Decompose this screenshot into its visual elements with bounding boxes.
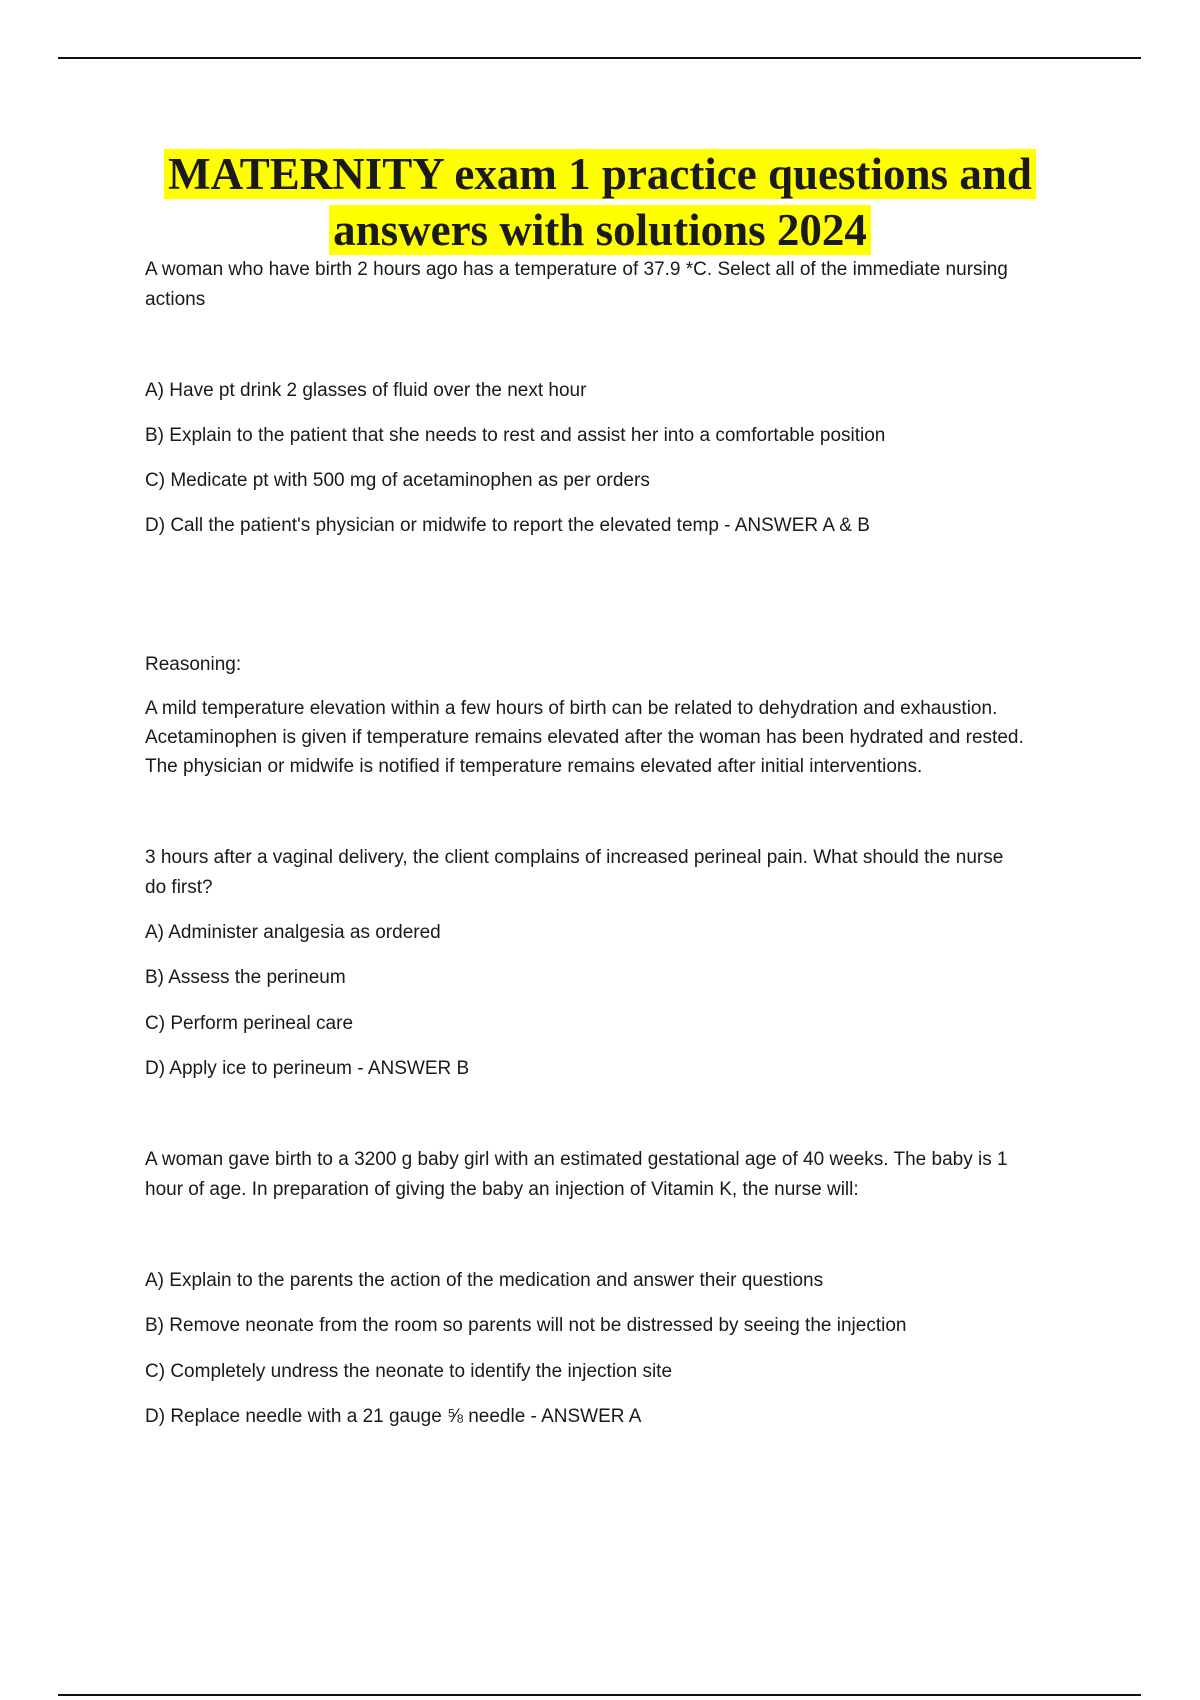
question-2-option-d: D) Apply ice to perineum - ANSWER B: [145, 1058, 470, 1079]
question-1-stem-line-1: A woman who have birth 2 hours ago has a temperature of 37.9 *C. Select all of the immediate nursing: [145, 259, 1008, 280]
bottom-rule: [58, 1694, 1141, 1696]
reasoning-line-3: The physician or midwife is notified if temperature remains elevated after initial interventions.: [145, 756, 923, 777]
question-1-option-d: D) Call the patient's physician or midwife to report the elevated temp - ANSWER A & B: [145, 515, 870, 536]
question-2-stem-line-1: 3 hours after a vaginal delivery, the client complains of increased perineal pain. What should the nurse: [145, 847, 1004, 868]
reasoning-line-1: A mild temperature elevation within a few hours of birth can be related to dehydration and exhaustion.: [145, 698, 998, 719]
question-2-option-c: C) Perform perineal care: [145, 1013, 354, 1034]
question-1-option-a: A) Have pt drink 2 glasses of fluid over the next hour: [145, 380, 587, 401]
question-3-option-a: A) Explain to the parents the action of the medication and answer their questions: [145, 1270, 824, 1291]
question-3-stem-line-1: A woman gave birth to a 3200 g baby girl with an estimated gestational age of 40 weeks. The baby is 1: [145, 1149, 1008, 1170]
question-3-option-d: D) Replace needle with a 21 gauge ⅝ needle - ANSWER A: [145, 1406, 642, 1427]
top-rule: [58, 57, 1141, 59]
reasoning-label: Reasoning:: [145, 654, 242, 675]
reasoning-line-2: Acetaminophen is given if temperature remains elevated after the woman has been hydrated and rested.: [145, 727, 1024, 748]
question-2-stem-line-2: do first?: [145, 877, 213, 898]
question-3-stem-line-2: hour of age. In preparation of giving the baby an injection of Vitamin K, the nurse will:: [145, 1179, 859, 1200]
question-3-option-b: B) Remove neonate from the room so parents will not be distressed by seeing the injection: [145, 1315, 907, 1336]
title-line-1: MATERNITY exam 1 practice questions and: [164, 149, 1036, 199]
page-title: [60, 146, 1140, 258]
question-2-option-b: B) Assess the perineum: [145, 967, 346, 988]
question-2-option-a: A) Administer analgesia as ordered: [145, 922, 441, 943]
question-1-stem-line-2: actions: [145, 289, 206, 310]
question-1-option-b: B) Explain to the patient that she needs to rest and assist her into a comfortable position: [145, 425, 886, 446]
question-3-option-c: C) Completely undress the neonate to identify the injection site: [145, 1361, 673, 1382]
title-line-2: answers with solutions 2024: [329, 205, 871, 255]
question-1-option-c: C) Medicate pt with 500 mg of acetaminophen as per orders: [145, 470, 650, 491]
